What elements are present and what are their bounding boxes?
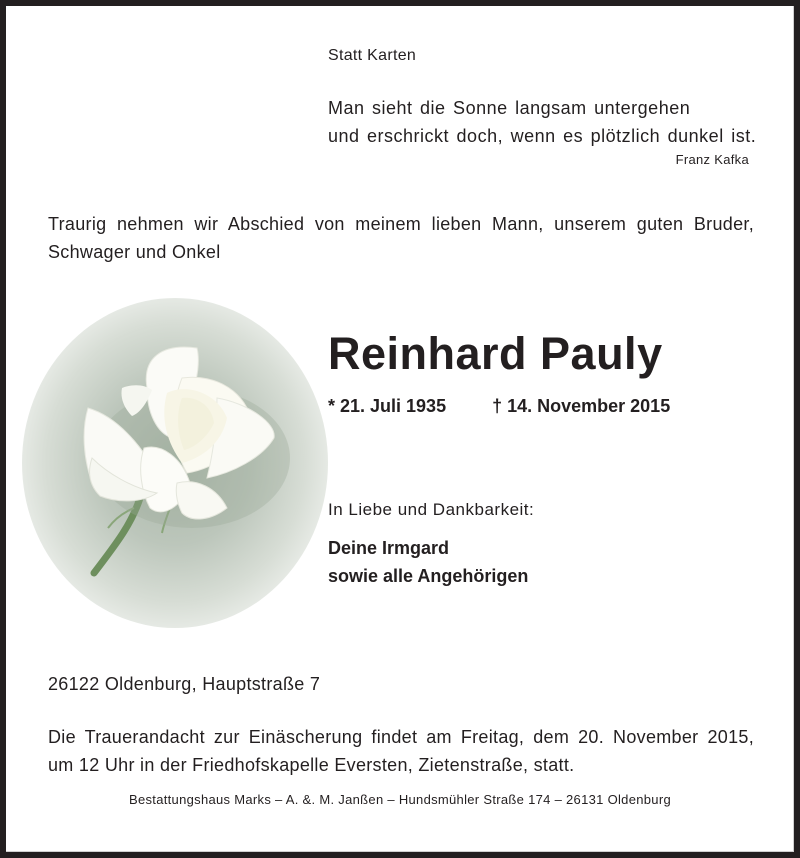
funeral-home-footer: Bestattungshaus Marks – A. &. M. Janßen – Hundsmühler Straße 174 – 26131 Oldenburg — [128, 792, 671, 807]
signers — [328, 534, 528, 590]
signer: sowie alle Angehörigen — [328, 566, 529, 586]
rose-image — [22, 298, 328, 628]
life-dates — [328, 396, 670, 417]
intro-text — [48, 210, 754, 266]
quote-author: Franz Kafka — [675, 152, 749, 167]
quote-line: Man sieht die Sonne langsam untergehen — [328, 98, 691, 118]
love-gratitude-label: In Liebe und Dankbarkeit: — [328, 500, 535, 519]
birth-date: * 21. Juli 1935 — [328, 396, 447, 416]
obituary-notice — [6, 6, 794, 852]
white-rose-icon — [22, 298, 328, 628]
service-line: um 12 Uhr in der Friedhofskapelle Eversten, Zietenstraße, statt. — [48, 755, 575, 775]
deceased-name: Reinhard Pauly — [328, 328, 663, 379]
signer: Deine Irmgard — [328, 538, 450, 558]
intro-line: Traurig nehmen wir Abschied von meinem lieben Mann, unserem guten Bruder, — [48, 214, 754, 234]
service-line: Die Trauerandacht zur Einäscherung findet am Freitag, dem 20. November 2015, — [48, 727, 754, 747]
intro-line: Schwager und Onkel — [48, 242, 221, 262]
family-address: 26122 Oldenburg, Hauptstraße 7 — [48, 674, 321, 694]
service-info — [48, 723, 754, 779]
quote-line: und erschrickt doch, wenn es plötzlich dunkel ist. — [328, 126, 757, 146]
statt-karten-label: Statt Karten — [328, 47, 417, 64]
death-date: † 14. November 2015 — [492, 396, 671, 416]
quote — [328, 94, 756, 150]
